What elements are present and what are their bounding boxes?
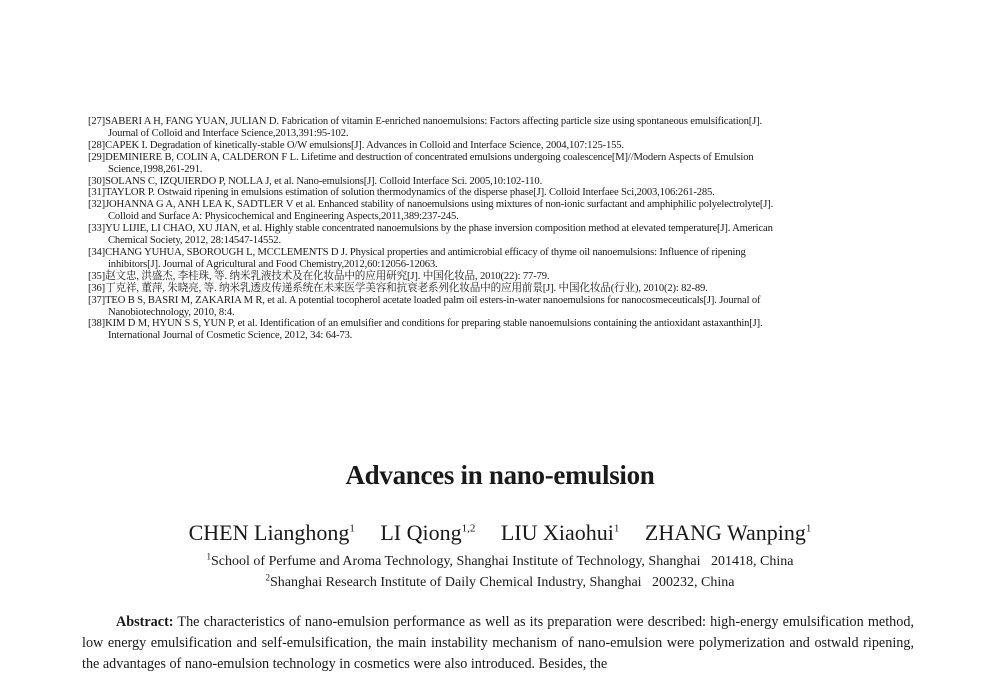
- author-name: LIU Xiaohui: [500, 520, 614, 545]
- reference-text: TEO B S, BASRI M, ZAKARIA M R, et al. A potential tocopherol acetate loaded palm oil esters-in-water nanoemulsions for nanocosmeceuticals[J]. Journal of: [105, 294, 761, 306]
- author: [380, 520, 475, 545]
- reference-number: [32]: [88, 199, 106, 211]
- author-affiliation-mark: 1: [613, 522, 620, 535]
- reference-text: CHANG YUHUA, SBOROUGH L, MCCLEMENTS D J. Physical properties and antimicrobial efficacy of thyme oil nanoemulsions: Influence of ripening: [105, 246, 746, 258]
- author-affiliation-mark: 1,2: [461, 522, 476, 535]
- affiliation: [0, 551, 1000, 570]
- reference-list: [88, 116, 920, 342]
- reference-continuation: inhibitors[J]. Journal of Agricultural and Food Chemistry,2012,60:12056-12063.: [108, 258, 438, 270]
- reference-item: [88, 176, 920, 188]
- reference-number: [36]: [88, 282, 106, 294]
- reference-text: DEMINIERE B, COLIN A, CALDERON F L. Lifetime and destruction of concentrated emulsions undergoing coalescence[M]//Modern Aspects of Emulsion: [105, 151, 754, 163]
- author-affiliation-mark: 1: [349, 522, 355, 535]
- reference-item: [88, 152, 920, 176]
- paper-title: Advances in nano-emulsion: [345, 460, 655, 490]
- reference-item: [88, 223, 920, 247]
- affiliation-mark: 2: [265, 572, 270, 583]
- reference-text: 赵文忠, 洪盛杰, 李桂珠, 等. 纳米乳液技术及在化妆品中的应用研究[J]. 中国化妆品, 2010(22): 77-79.: [105, 270, 550, 282]
- reference-text: JOHANNA G A, ANH LEA K, SADTLER V et al. Enhanced stability of nanoemulsions using mixtures of non-ionic surfactant and amphiphilic polyelectrolyte[J].: [105, 199, 774, 211]
- reference-continuation: Science,1998,261-291.: [108, 163, 203, 175]
- reference-continuation: Colloid and Surface A: Physicochemical and Engineering Aspects,2011,389:237-245.: [108, 211, 459, 223]
- affiliation-text: School of Perfume and Aroma Technology, Shanghai Institute of Technology, Shanghai 201418, China: [211, 554, 794, 569]
- reference-item: [88, 247, 920, 271]
- author-list: [0, 520, 1000, 546]
- reference-text: CAPEK I. Degradation of kinetically-stable O/W emulsions[J]. Advances in Colloid and Interface Science, 2004,107:125-155.: [105, 139, 624, 151]
- author-affiliation-mark: 1: [805, 522, 812, 535]
- reference-item: [88, 295, 920, 319]
- author-name: ZHANG Wanping: [644, 520, 806, 545]
- reference-item: [88, 283, 920, 295]
- reference-number: [27]: [88, 116, 106, 127]
- reference-number: [28]: [88, 139, 106, 151]
- reference-number: [38]: [88, 318, 106, 330]
- abstract-label: Abstract:: [116, 614, 174, 630]
- reference-number: [29]: [88, 151, 106, 163]
- reference-text: 丁克祥, 董萍, 朱晓亮, 等. 纳米乳透皮传递系统在未来医学美容和抗衰老系列化妆品中的应用前景[J]. 中国化妆品(行业), 2010(2): 82-89.: [105, 282, 708, 294]
- reference-item: [88, 187, 920, 199]
- reference-item: [88, 116, 920, 140]
- affiliation-text: Shanghai Research Institute of Daily Chemical Industry, Shanghai 200232, China: [269, 575, 735, 590]
- abstract-text: The characteristics of nano-emulsion performance as well as its preparation were described: high-energy emulsification method, low energy emulsification and self-emulsification, the main instability mechanism of nano-emulsion were polymerization and ostwald ripening, the advantages of nano-emulsion technology in cosmetics were also introduced. Besides, the: [82, 614, 914, 672]
- author: [189, 520, 355, 545]
- author-name: LI Qiong: [380, 520, 462, 545]
- reference-text: KIM D M, HYUN S S, YUN P, et al. Identification of an emulsifier and conditions for preparing stable nanoemulsions containing the antioxidant astaxanthin[J].: [105, 318, 763, 330]
- reference-number: [33]: [88, 223, 106, 235]
- reference-item: [88, 140, 920, 152]
- reference-text: SABERI A H, FANG YUAN, JULIAN D. Fabrication of vitamin E-enriched nanoemulsions: Factors affecting particle size using spontaneous emulsification[J].: [105, 116, 763, 127]
- author: [501, 520, 620, 545]
- reference-text: TAYLOR P. Ostwaid ripening in emulsions estimation of solution thermodynamics of the disperse phase[J]. Colloid Interfaee Sci,2003,106:261-285.: [105, 187, 715, 199]
- reference-item: [88, 271, 920, 283]
- reference-item: [88, 318, 920, 342]
- reference-text: SOLANS C, IZQUIERDO P, NOLLA J, et al. Nano-emulsions[J]. Colloid Interface Sci. 2005,10:102-110.: [105, 175, 543, 187]
- reference-continuation: Journal of Colloid and Interface Science,2013,391:95-102.: [108, 127, 349, 139]
- reference-number: [35]: [88, 270, 106, 282]
- reference-number: [31]: [88, 187, 106, 199]
- author-name: CHEN Lianghong: [188, 520, 350, 545]
- reference-number: [34]: [88, 246, 106, 258]
- reference-continuation: Nanobiotechnology, 2010, 8:4.: [108, 306, 235, 318]
- reference-number: [30]: [88, 175, 106, 187]
- reference-continuation: Chemical Society, 2012, 28:14547-14552.: [108, 235, 281, 247]
- reference-continuation: International Journal of Cosmetic Science, 2012, 34: 64-73.: [108, 330, 353, 342]
- reference-text: YU LIJIE, LI CHAO, XU JIAN, et al. Highly stable concentrated nanoemulsions by the phase inversion composition method at elevated temperature[J]. American: [105, 223, 773, 235]
- reference-number: [37]: [88, 294, 106, 306]
- affiliation-mark: 1: [206, 551, 212, 562]
- affiliation: [0, 572, 1000, 591]
- author: [645, 520, 811, 545]
- reference-item: [88, 199, 920, 223]
- abstract: [82, 612, 914, 675]
